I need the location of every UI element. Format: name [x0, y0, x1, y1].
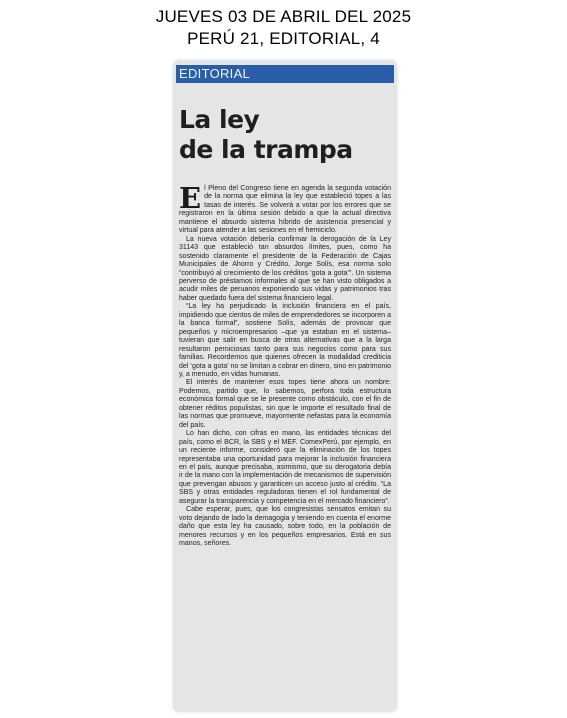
paragraph-text: l Pleno del Congreso tiene en agenda la segunda votación de la norma que elimina la ley que estableció topes a las tasas de interés. Se volverá a votar por los errores que se registraron en la última sesión debido a que la actual directiva mantiene el absurdo sistema híbrido de asistencia presencial y virtual para atender a las sesiones en el hemiciclo.	[179, 185, 391, 235]
article-paragraph	[179, 181, 391, 236]
section-banner	[176, 65, 394, 83]
publication-date: JUEVES 03 DE ABRIL DEL 2025	[155, 7, 412, 26]
newspaper-clipping	[173, 60, 397, 712]
article-paragraph: El interés de mantener esos topes tiene ahora un nombre: Podemos, partido que, lo sabemos, perfora toda estructura económica formal que se le presente como obstáculo, con el fin de obtener réditos populistas, sin que le importe el resultado final de las normas que promueve, mayormente nefastas para la economía del país.	[179, 379, 391, 429]
publication-header	[0, 6, 567, 50]
drop-cap: E	[179, 181, 202, 215]
article-headline: La ley de la trampa	[179, 105, 353, 164]
article-paragraph: Cabe esperar, pues, que los congresistas sensatos emitan su voto dejando de lado la demagogia y teniendo en cuenta el enorme daño que esta ley ha causado, sobre todo, en la población de menores recursos y en los pequeños empresarios. Está en sus manos, señores.	[179, 506, 391, 548]
article-body	[179, 181, 391, 548]
article-paragraph: La nueva votación debería confirmar la derogación de la Ley 31143 que estableció tan absurdos límites, pues, como ha sostenido claramente el presidente de la Federación de Cajas Municipales de Ahorro y Crédito, Jorge Solís, esa norma solo “contribuyó al crecimiento de los créditos ‘gota a gota’”. Un sistema perverso de préstamos informales al que se han visto obligados a acudir miles de peruanos exponiendo sus vidas y patrimonios tras haber quedado fuera del sistema financiero legal.	[179, 235, 391, 302]
section-label: EDITORIAL	[179, 66, 251, 81]
article-paragraph: Lo han dicho, con cifras en mano, las entidades técnicas del país, como el BCR, la SBS y el MEF. ComexPerú, por ejemplo, en un reciente informe, consideró que la eliminación de los topes representaba una oportunidad para mejorar la inclusión financiera en el país, aunque precisaba, asimismo, que su derogatoria debía ir de la mano con la implementación de mecanismos de supervisión que prevengan abusos y garanticen un acceso justo al crédito. “La SBS y otras entidades reguladoras tienen el rol fundamental de asegurar la transparencia y competencia en el mercado financiero”.	[179, 430, 391, 505]
publication-source: PERÚ 21, EDITORIAL, 4	[187, 29, 380, 48]
article-paragraph: “La ley ha perjudicado la inclusión financiera en el país, impidiendo que cientos de miles de emprendedores se incorporen a la banca formal”, sostiene Solís, además de provocar que pequeños y microempresarios –que ya estaban en el sistema– tuvieran que salir en busca de otras alternativas que a la larga resultaron perniciosas tanto para sus negocios como para sus familias. Recordemos que quienes ofrecen la modalidad crediticia del ‘gota a gota’ no se limitan a cobrar en dinero, sino en patrimonio y, a menudo, en vidas humanas.	[179, 303, 391, 378]
